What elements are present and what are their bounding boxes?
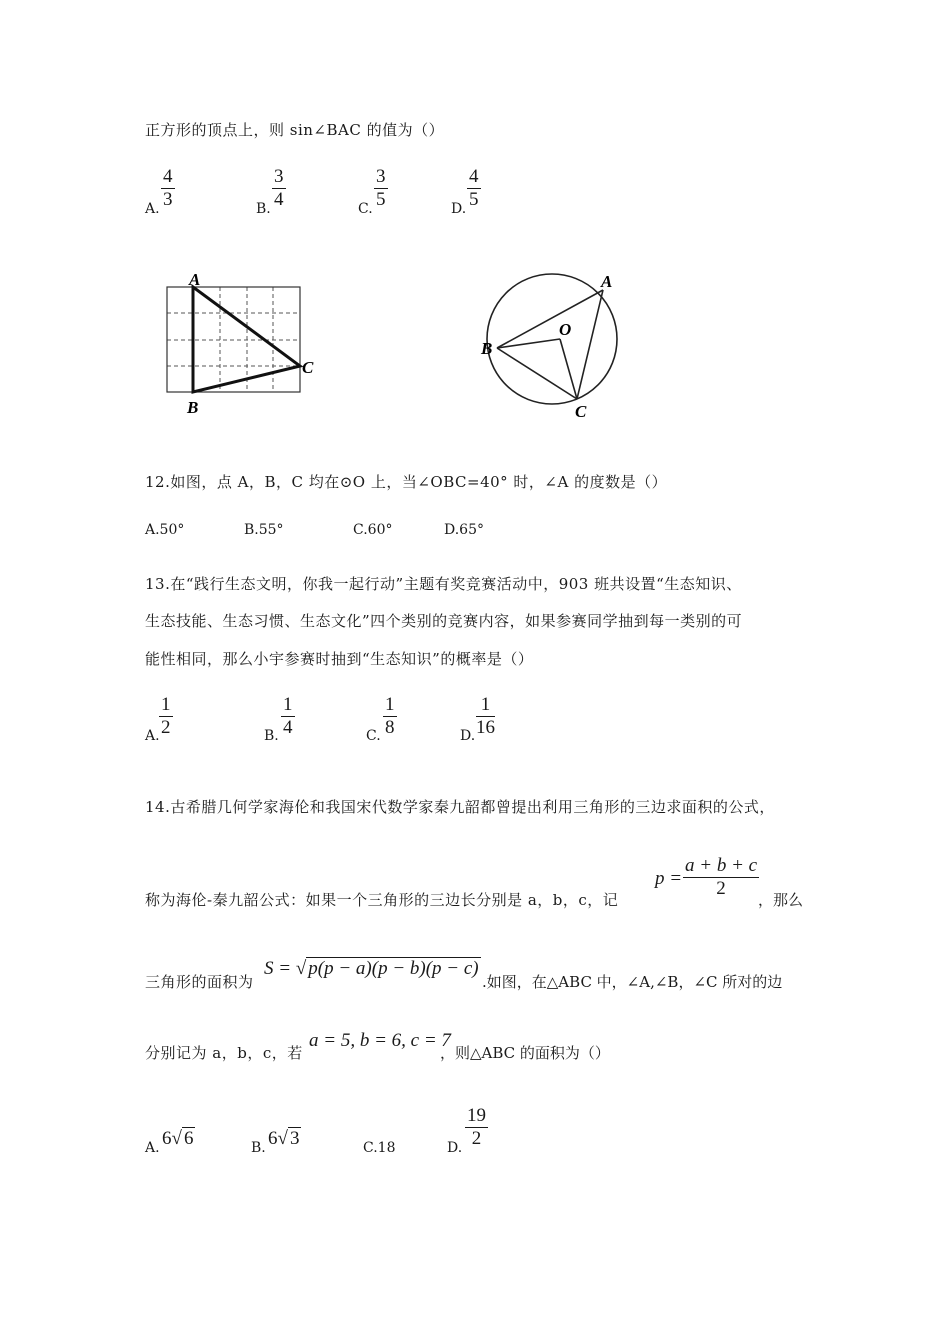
denominator: 4 xyxy=(283,717,293,738)
circle-figure xyxy=(475,265,635,425)
q14-line-2-text: 称为海伦-秦九韶公式：如果一个三角形的三边长分别是 a，b，c，记 xyxy=(145,891,619,909)
radical-sign: √ xyxy=(277,1128,288,1149)
denominator: 4 xyxy=(274,189,284,210)
numerator: 1 xyxy=(476,694,495,717)
circle-label-b: B xyxy=(481,339,493,358)
q13-option-a-fraction xyxy=(159,694,173,739)
q14-option-a-value xyxy=(162,1128,195,1150)
p-symbol: p = xyxy=(655,868,683,889)
numerator: a + b + c xyxy=(685,855,758,876)
q11-option-b-label[interactable]: B. xyxy=(256,201,271,217)
q14-option-b-value xyxy=(268,1128,301,1150)
denominator: 5 xyxy=(469,189,479,210)
numerator: 3 xyxy=(376,166,386,187)
numerator: 4 xyxy=(163,166,173,187)
q13-line-1: 13.在“践行生态文明，你我一起行动”主题有奖竞赛活动中，903 班共设置“生态知识、 xyxy=(145,575,742,593)
given-values xyxy=(309,1030,451,1052)
numerator: 1 xyxy=(161,694,171,715)
q11-option-d-fraction xyxy=(467,166,481,211)
denominator: 2 xyxy=(716,878,726,899)
p-formula-fraction xyxy=(683,855,759,900)
q13-option-b-label[interactable]: B. xyxy=(264,728,279,744)
q13-line-2: 生态技能、生态习惯、生态文化”四个类别的竞赛内容，如果参赛同学抽到每一类别的可 xyxy=(145,612,743,630)
denominator: 5 xyxy=(376,189,386,210)
denominator: 8 xyxy=(385,717,395,738)
s-symbol: S = xyxy=(264,958,292,979)
radicand: p(p − a)(p − b)(p − c) xyxy=(308,958,479,979)
q11-option-a-fraction xyxy=(161,166,175,211)
numerator: 1 xyxy=(283,694,293,715)
q14-option-a-label[interactable]: A. xyxy=(145,1140,160,1156)
radical-sign: √ xyxy=(171,1128,182,1149)
q12-stem: 12.如图，点 A，B，C 均在⊙O 上，当∠OBC=40° 时，∠A 的度数是（） xyxy=(145,473,668,491)
circle-label-a: A xyxy=(601,272,613,291)
denominator: 2 xyxy=(471,1128,482,1149)
radicand: 6 xyxy=(183,1128,194,1149)
denominator: 3 xyxy=(163,189,173,210)
q11-option-b-fraction xyxy=(272,166,286,211)
q14-option-c[interactable]: C.18 xyxy=(363,1140,396,1156)
q13-option-d-label[interactable]: D. xyxy=(460,728,476,744)
q13-option-c-label[interactable]: C. xyxy=(366,728,381,744)
numerator: 19 xyxy=(467,1105,486,1126)
s-formula xyxy=(264,958,481,980)
q14-line-2-tail: ，那么 xyxy=(758,891,804,909)
q11-option-d-label[interactable]: D. xyxy=(451,201,467,217)
coefficient: 6 xyxy=(268,1128,278,1149)
q14-option-d-fraction xyxy=(465,1105,488,1150)
q13-option-c-fraction xyxy=(383,694,397,739)
q12-option-b[interactable]: B.55° xyxy=(244,522,284,538)
grid-label-c: C xyxy=(302,358,314,377)
q12-option-a[interactable]: A.50° xyxy=(145,522,185,538)
q13-option-a-label[interactable]: A. xyxy=(145,728,160,744)
given-values-text: a = 5, b = 6, c = 7 xyxy=(309,1030,451,1051)
circle-label-c: C xyxy=(575,402,587,421)
q14-line-4-tail: ，则△ABC 的面积为（） xyxy=(440,1044,610,1062)
q14-line-3-text: 三角形的面积为 xyxy=(145,973,254,991)
grid-label-a: A xyxy=(189,270,201,289)
numerator: 1 xyxy=(385,694,395,715)
q12-option-d[interactable]: D.65° xyxy=(444,522,484,538)
q11-stem: 正方形的顶点上，则 sin∠BAC 的值为（） xyxy=(145,121,445,139)
denominator: 16 xyxy=(476,717,495,738)
radicand: 3 xyxy=(289,1128,300,1149)
p-formula-lhs xyxy=(655,868,682,890)
coefficient: 6 xyxy=(162,1128,172,1149)
grid-triangle-figure xyxy=(155,265,330,420)
q11-option-c-fraction xyxy=(374,166,388,211)
q11-option-c-label[interactable]: C. xyxy=(358,201,373,217)
q14-option-d-label[interactable]: D. xyxy=(447,1140,463,1156)
denominator: 2 xyxy=(161,717,171,738)
q14-line-4-text: 分别记为 a，b，c，若 xyxy=(145,1044,303,1062)
grid-label-b: B xyxy=(187,398,199,417)
q13-line-3: 能性相同，那么小宇参赛时抽到“生态知识”的概率是（） xyxy=(145,650,534,668)
q14-option-b-label[interactable]: B. xyxy=(251,1140,266,1156)
numerator: 3 xyxy=(274,166,284,187)
q13-option-d-fraction xyxy=(476,694,495,739)
q14-line-1: 14.古希腊几何学家海伦和我国宋代数学家秦九韶都曾提出利用三角形的三边求面积的公式， xyxy=(145,798,775,816)
q12-option-c[interactable]: C.60° xyxy=(353,522,393,538)
circle-label-o: O xyxy=(559,320,572,339)
numerator: 4 xyxy=(469,166,479,187)
q14-line-3-tail: .如图，在△ABC 中，∠A,∠B，∠C 所对的边 xyxy=(482,973,783,991)
radical-sign: √ xyxy=(295,958,307,979)
q11-option-a-label[interactable]: A. xyxy=(145,201,160,217)
q13-option-b-fraction xyxy=(281,694,295,739)
